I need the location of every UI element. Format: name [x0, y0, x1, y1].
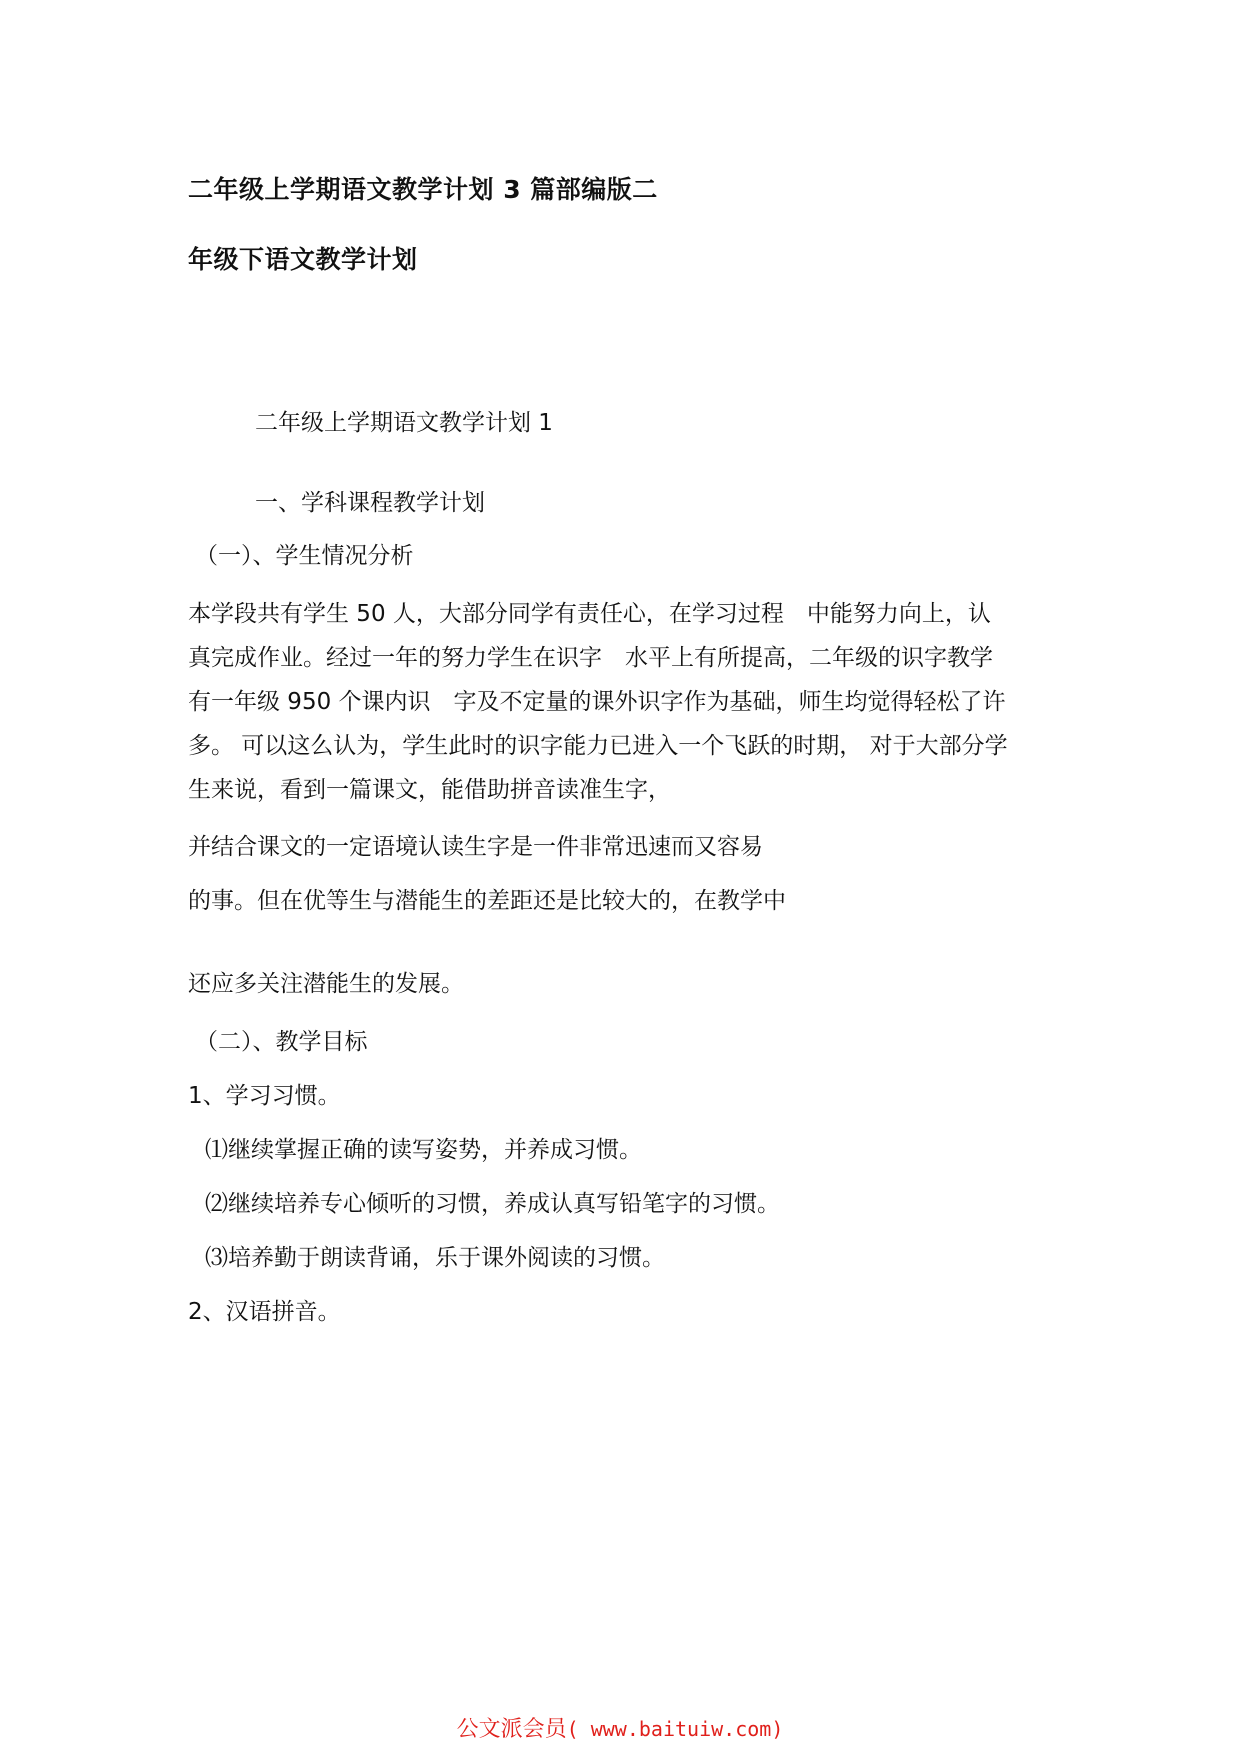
paragraph-line: 多。 可以这么认为，学生此时的识字能力已进入一个飞跃的时期， 对于大部分学 — [188, 733, 1008, 759]
list-subitem: ⑴继续掌握正确的读写姿势，并养成习惯。 — [205, 1137, 642, 1163]
paragraph-line: 有一年级 950 个课内识 字及不定量的课外识字作为基础，师生均觉得轻松了许 — [188, 689, 1006, 715]
document-title-line-2: 年级下语文教学计划 — [188, 245, 418, 274]
footer-url[interactable]: ( www.baituiw.com) — [566, 1717, 784, 1741]
paragraph-line: 的事。但在优等生与潜能生的差距还是比较大的，在教学中 — [188, 888, 786, 914]
plan-subtitle: 二年级上学期语文教学计划 1 — [255, 410, 553, 436]
document-title-line-1: 二年级上学期语文教学计划 3 篇部编版二 — [188, 175, 658, 204]
student-analysis-paragraph — [188, 592, 1068, 812]
section-heading: 一、学科课程教学计划 — [255, 490, 485, 516]
list-subitem: ⑶培养勤于朗读背诵，乐于课外阅读的习惯。 — [205, 1245, 665, 1271]
paragraph-line: 生来说，看到一篇课文，能借助拼音读准生字， — [188, 777, 671, 803]
list-item: 1、学习习惯。 — [188, 1083, 341, 1109]
paragraph-line: 并结合课文的一定语境认读生字是一件非常迅速而又容易 — [188, 834, 763, 860]
list-subitem: ⑵继续培养专心倾听的习惯，养成认真写铅笔字的习惯。 — [205, 1191, 780, 1217]
footer-brand: 公文派会员 — [456, 1717, 567, 1742]
list-item: 2、汉语拼音。 — [188, 1299, 341, 1325]
footer-watermark — [0, 1712, 1240, 1743]
paragraph-line: 还应多关注潜能生的发展。 — [188, 971, 464, 997]
subsection-heading-goals: （二）、教学目标 — [195, 1029, 368, 1055]
paragraph-line: 真完成作业。经过一年的努力学生在识字 水平上有所提高，二年级的识字教学 — [188, 645, 993, 671]
paragraph-line: 本学段共有学生 50 人，大部分同学有责任心，在学习过程 中能努力向上，认 — [188, 601, 991, 627]
subsection-heading-student-analysis: （一）、学生情况分析 — [195, 543, 414, 569]
